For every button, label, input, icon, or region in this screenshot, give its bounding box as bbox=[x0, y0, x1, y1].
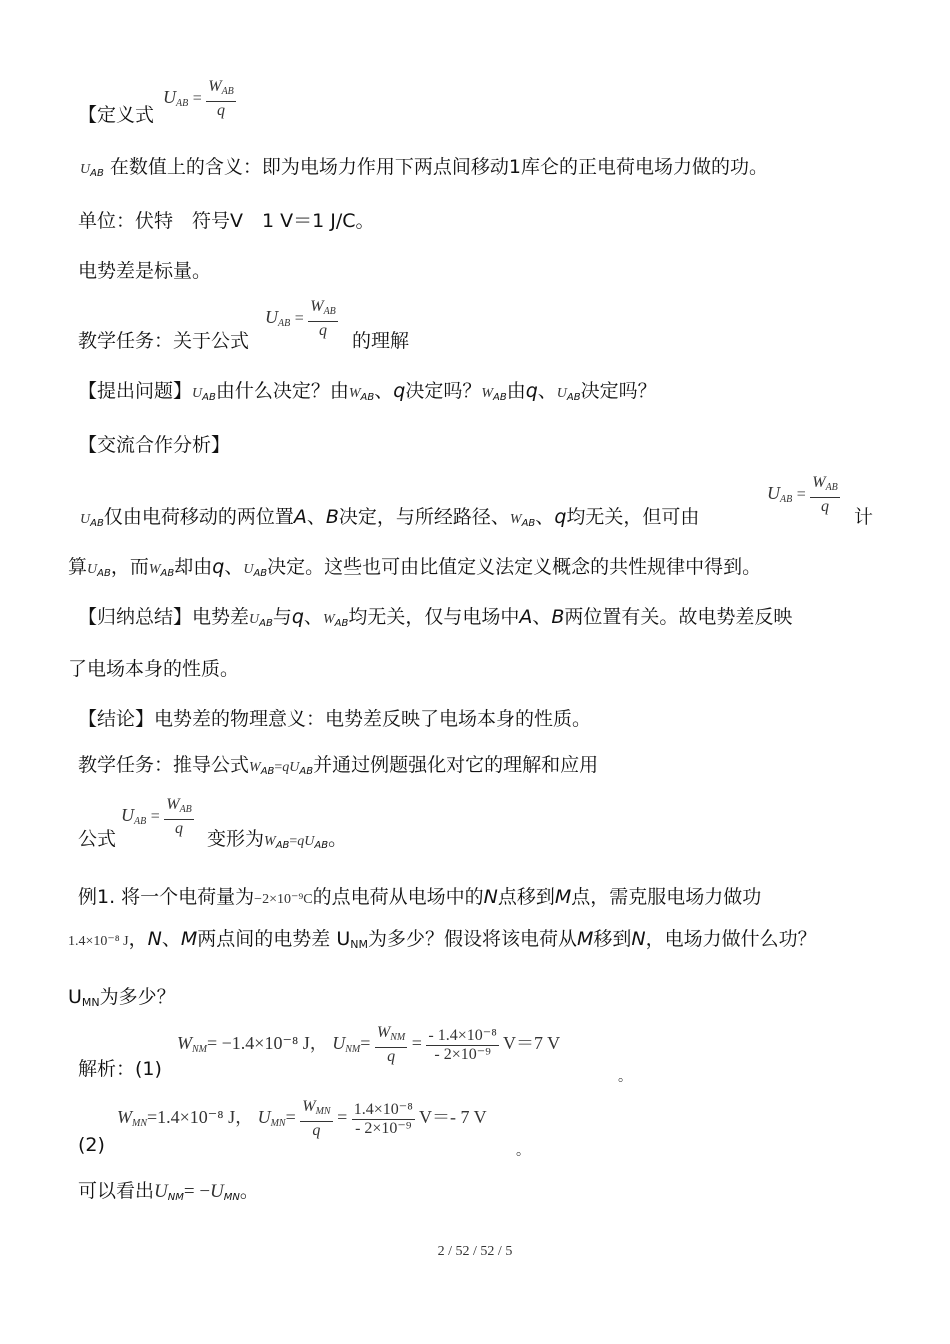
analysis-line-1-end: 计 bbox=[854, 506, 874, 528]
task1-line: 教学任务：关于公式 bbox=[78, 330, 250, 352]
unit-line: 单位：伏特 符号V 1 V＝1 J/C。 bbox=[78, 210, 375, 232]
summary-line-1: 【归纳总结】电势差$U_{AB}$与q、$W_{AB}$均无关，仅与电场中A、B两位置有关。故电势差反映 bbox=[78, 606, 793, 629]
solution-1-equation: $W_{NM}= -1.4\times 10^{-8}$ J， $U_{NM}=$ $\frac{W_{NM}}{q}$ = $\frac{\text{- 1.4×10⁻⁸}}{\text{- 2×10⁻⁹}}$ V＝7 V bbox=[177, 1024, 561, 1065]
analysis-heading: 【交流合作分析】 bbox=[78, 434, 231, 456]
solution-2-end: 。 bbox=[516, 1143, 530, 1159]
definition-fraction: $\frac{W_{AB}}{q}$ bbox=[208, 78, 234, 119]
example-line-1: 例1. 将一个电荷量为−2×10⁻⁹C的点电荷从电场中的N点移到M点，需克服电场力做功 bbox=[78, 886, 762, 908]
meaning-line: $U_{AB}$ 在数值上的含义：即为电场力作用下两点间移动1库仑的正电荷电场力做的功。 bbox=[80, 156, 768, 179]
summary-line-2: 了电场本身的性质。 bbox=[68, 658, 240, 680]
task2-line: 教学任务：推导公式$W_{AB}=qU_{AB}$并通过例题强化对它的理解和应用 bbox=[78, 754, 599, 777]
scalar-line: 电势差是标量。 bbox=[78, 260, 212, 282]
formula-transform-line: 公式 bbox=[78, 828, 117, 850]
page-number: 2 / 52 / 52 / 5 bbox=[437, 1244, 513, 1259]
analysis-line-2: 算$U_{AB}$，而$W_{AB}$却由q、$U_{AB}$决定。这些也可由比值定义法定义概念的共性规律中得到。 bbox=[68, 556, 762, 579]
definition-formula: $U_{AB}$ = $\frac{W_{AB}}{q}$ bbox=[163, 78, 234, 119]
conclusion-line: 【结论】电势差的物理意义：电势差反映了电场本身的性质。 bbox=[78, 708, 592, 730]
definition-label: 【定义式 bbox=[78, 104, 155, 126]
solution-2-equation: $W_{MN}=1.4\times 10^{-8}$ J， $U_{MN}=$ $\frac{W_{MN}}{q}$ = $\frac{\text{1.4×10⁻⁸}}{\text{- 2×10⁻⁹}}$ V＝- 7 V bbox=[117, 1098, 487, 1139]
solution-2-label: (2) bbox=[78, 1134, 105, 1156]
example-line-2: 1.4×10⁻⁸ J，N、M两点间的电势差 UNM为多少？假设将该电荷从M移到N，电场力做什么功？ bbox=[68, 928, 817, 951]
formula-transform-post: 变形为$W_{AB}=qU_{AB}$。 bbox=[207, 828, 348, 851]
analysis-line-1: $U_{AB}$仅由电荷移动的两位置A、B决定，与所经路径、$W_{AB}$、q均无关，但可由 bbox=[80, 506, 700, 529]
question-line: 【提出问题】$U_{AB}$由什么决定？由$W_{AB}$、q决定吗？$W_{AB}$由q、$U_{AB}$决定吗？ bbox=[78, 380, 657, 403]
task1-formula: $U_{AB}$ = $\frac{W_{AB}}{q}$ bbox=[265, 298, 336, 339]
conclusion-equation-line: 可以看出$U_{NM}= -U_{MN}$。 bbox=[78, 1180, 259, 1203]
task1-post: 的理解 bbox=[352, 330, 410, 352]
solution-1-label: 解析：(1) bbox=[78, 1058, 162, 1080]
solution-1-end: 。 bbox=[618, 1069, 632, 1085]
definition-line bbox=[78, 102, 154, 128]
analysis-formula: $U_{AB}$ = $\frac{W_{AB}}{q}$ bbox=[767, 474, 838, 515]
example-line-3: UMN为多少？ bbox=[68, 986, 176, 1009]
transform-formula: $U_{AB}$ = $\frac{W_{AB}}{q}$ bbox=[121, 796, 192, 837]
